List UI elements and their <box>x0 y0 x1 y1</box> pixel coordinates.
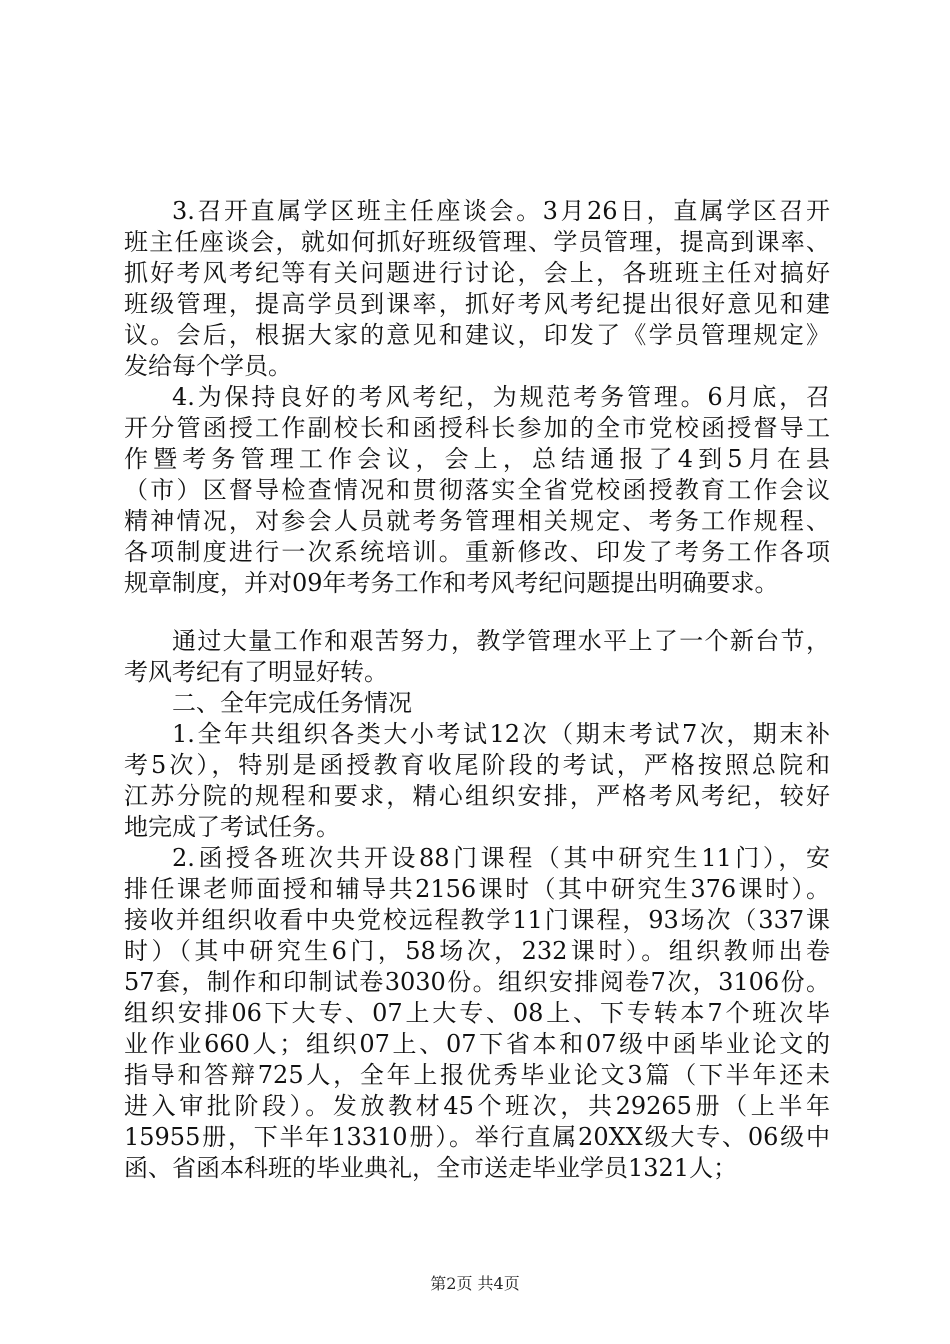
text-line: 组织安排06下大专、07上大专、08上、下专转本7个班次毕 <box>124 999 830 1027</box>
text-line: （市）区督导检查情况和贯彻落实全省党校函授教育工作会议 <box>124 476 830 504</box>
text-line: 业作业660人；组织07上、07下省本和07级中函毕业论文的 <box>124 1030 830 1058</box>
text-line: 进入审批阶段）。发放教材45个班次，共29265册（上半年 <box>124 1092 830 1120</box>
document-body <box>124 196 830 1184</box>
task-item-2 <box>124 843 830 1184</box>
paragraph-spacer <box>124 599 830 626</box>
paragraph-item-3 <box>124 196 830 382</box>
section-heading <box>124 688 830 719</box>
text-line: 发给每个学员。 <box>124 352 292 380</box>
text-line: 接收并组织收看中央党校远程教学11门课程，93场次（337课 <box>124 906 830 934</box>
text-line: 57套，制作和印制试卷3030份。组织安排阅卷7次，3106份。 <box>124 968 830 996</box>
text-line: 议。会后，根据大家的意见和建议，印发了《学员管理规定》 <box>124 321 830 349</box>
text-line: 排任课老师面授和辅导共2156课时（其中研究生376课时）。 <box>124 875 830 903</box>
text-line: 江苏分院的规程和要求，精心组织安排，严格考风考纪，较好 <box>124 782 830 810</box>
task-item-1 <box>124 719 830 843</box>
paragraph-item-4 <box>124 382 830 599</box>
text-line: 4.为保持良好的考风考纪，为规范考务管理。6月底，召 <box>172 383 830 411</box>
text-line: 3.召开直属学区班主任座谈会。3月26日，直属学区召开 <box>172 197 830 225</box>
text-line: 2.函授各班次共开设88门课程（其中研究生11门），安 <box>172 844 830 872</box>
text-line: 规章制度，并对09年考务工作和考风考纪问题提出明确要求。 <box>124 569 779 597</box>
text-line: 班级管理，提高学员到课率，抓好考风考纪提出很好意见和建 <box>124 290 830 318</box>
text-line: 考风考纪有了明显好转。 <box>124 658 388 686</box>
text-line: 指导和答辩725人，全年上报优秀毕业论文3篇（下半年还未 <box>124 1061 830 1089</box>
text-line: 函、省函本科班的毕业典礼，全市送走毕业学员1321人； <box>124 1154 738 1182</box>
text-line: 开分管函授工作副校长和函授科长参加的全市党校函授督导工 <box>124 414 830 442</box>
text-line: 15955册，下半年13310册）。举行直属20XX级大专、06级中 <box>124 1123 830 1151</box>
text-line: 精神情况，对参会人员就考务管理相关规定、考务工作规程、 <box>124 507 830 535</box>
summary-paragraph <box>124 626 830 688</box>
text-line: 各项制度进行一次系统培训。重新修改、印发了考务工作各项 <box>124 538 830 566</box>
text-line: 时）（其中研究生6门，58场次，232课时）。组织教师出卷 <box>124 937 830 965</box>
page-footer <box>0 1271 950 1294</box>
text-line: 抓好考风考纪等有关问题进行讨论，会上，各班班主任对搞好 <box>124 259 830 287</box>
text-line: 地完成了考试任务。 <box>124 813 340 841</box>
text-line: 班主任座谈会，就如何抓好班级管理、学员管理，提高到课率、 <box>124 228 830 256</box>
text-line: 作暨考务管理工作会议，会上，总结通报了4到5月在县 <box>124 445 830 473</box>
text-line: 考5次），特别是函授教育收尾阶段的考试，严格按照总院和 <box>124 751 830 779</box>
page-number: 第2页 共4页 <box>430 1274 520 1293</box>
text-line: 通过大量工作和艰苦努力，教学管理水平上了一个新台节， <box>172 627 830 655</box>
text-line: 1.全年共组织各类大小考试12次（期末考试7次，期末补 <box>172 720 830 748</box>
heading-text: 二、全年完成任务情况 <box>172 689 412 717</box>
